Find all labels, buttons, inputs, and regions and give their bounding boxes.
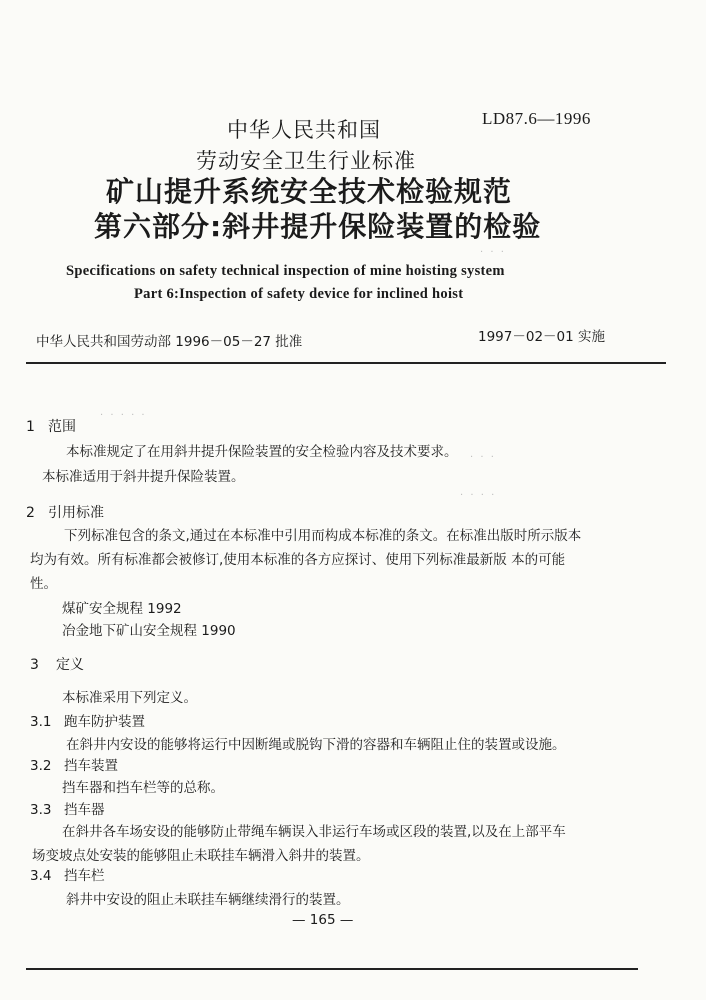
definition-term-text: 挡车装置 [64, 758, 118, 774]
section-3-heading [30, 654, 84, 674]
definition-text: 挡车器和挡车栏等的总称。 [62, 780, 224, 796]
section-title: 引用标准 [48, 505, 104, 521]
page-number: — 165 — [292, 912, 354, 928]
definition-number: 3.1 [30, 714, 52, 730]
section-2-paragraph: 下列标准包含的条文,通过在本标准中引用而构成本标准的条文。在标准出版时所示版本 [64, 528, 582, 544]
definition-number: 3.4 [30, 868, 52, 884]
section-1-paragraph: 本标准规定了在用斜井提升保险装置的安全检验内容及技术要求。 [66, 444, 458, 460]
bleed-through-mark: · · · [480, 247, 506, 258]
definition-text: 斜井中安设的阻止未联挂车辆继续滑行的装置。 [66, 892, 350, 908]
english-title: Specifications on safety technical inspection of mine hoisting system [66, 263, 505, 279]
standard-category: 劳动安全卫生行业标准 [196, 149, 416, 173]
definition-term-text: 挡车器 [64, 802, 105, 818]
section-title: 定义 [56, 657, 84, 673]
section-2-heading [26, 502, 104, 522]
approval-line: 中华人民共和国劳动部 1996－05－27 批准 [36, 334, 303, 350]
sub-title: 第六部分:斜井提升保险装置的检验 [94, 210, 542, 243]
bleed-through-mark: · · · [470, 452, 496, 463]
definition-term [30, 710, 145, 730]
definition-text: 场变坡点处安装的能够阻止未联挂车辆滑入斜井的装置。 [32, 848, 370, 864]
definition-text: 在斜井内安设的能够将运行中因断绳或脱钩下滑的容器和车辆阻止住的装置或设施。 [66, 737, 566, 753]
section-1-heading [26, 416, 76, 436]
reference-item: 冶金地下矿山安全规程 1990 [62, 623, 236, 639]
section-number: 3 [30, 657, 39, 673]
country-name: 中华人民共和国 [227, 118, 381, 142]
header-divider [26, 362, 666, 364]
section-title: 范围 [48, 419, 76, 435]
definition-number: 3.2 [30, 758, 52, 774]
reference-item: 煤矿安全规程 1992 [62, 601, 182, 617]
definition-term [30, 864, 105, 884]
definition-term [30, 754, 118, 774]
definition-term-text: 挡车栏 [64, 868, 105, 884]
bleed-through-mark: · · · · [460, 490, 497, 501]
section-1-paragraph: 本标准适用于斜井提升保险装置。 [42, 469, 245, 485]
english-subtitle: Part 6:Inspection of safety device for inclined hoist [134, 286, 464, 302]
effective-date: 1997－02－01 实施 [478, 329, 606, 345]
section-3-intro: 本标准采用下列定义。 [62, 690, 197, 706]
definition-term-text: 跑车防护装置 [64, 714, 145, 730]
definition-text: 在斜井各车场安设的能够防止带绳车辆误入非运行车场或区段的装置,以及在上部平车 [62, 824, 566, 840]
footer-divider [26, 968, 638, 970]
main-title: 矿山提升系统安全技术检验规范 [106, 175, 513, 208]
section-2-paragraph: 性。 [30, 576, 57, 592]
definition-number: 3.3 [30, 802, 52, 818]
bleed-through-mark: · · · · · [100, 410, 147, 421]
section-2-paragraph: 均为有效。所有标准都会被修订,使用本标准的各方应探讨、使用下列标准最新版 本的可能 [30, 552, 566, 568]
section-number: 1 [26, 419, 35, 435]
section-number: 2 [26, 505, 35, 521]
definition-term [30, 798, 105, 818]
standard-code: LD87.6—1996 [482, 109, 591, 128]
